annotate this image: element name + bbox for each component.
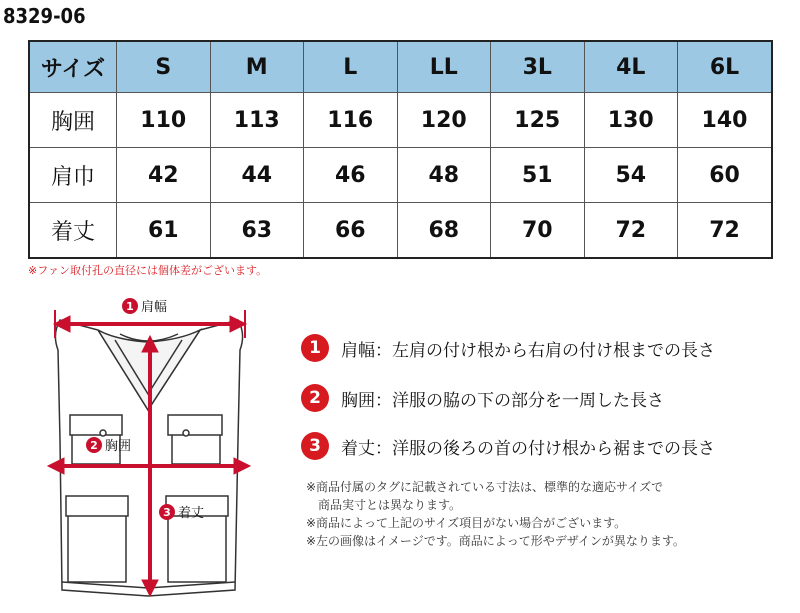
table-cell: 48: [397, 148, 491, 203]
table-cell: 63: [210, 203, 304, 259]
model-number: 8329-06: [3, 4, 86, 28]
legend-text: 胸囲：洋服の脇の下の部分を一周した長さ: [341, 391, 664, 411]
table-cell: 51: [491, 148, 585, 203]
product-notes: [306, 478, 685, 550]
table-cell: 72: [678, 203, 773, 259]
svg-text:肩幅: 肩幅: [141, 300, 168, 315]
table-header-cell: 4L: [584, 41, 678, 93]
table-row: [29, 148, 772, 203]
table-cell: 68: [397, 203, 491, 259]
svg-text:3: 3: [163, 506, 171, 519]
table-cell: 61: [117, 203, 211, 259]
table-cell: 42: [117, 148, 211, 203]
table-header-row: [29, 41, 772, 93]
legend-text: 肩幅：左肩の付け根から右肩の付け根までの長さ: [341, 341, 715, 361]
row-label: 胸囲: [29, 93, 117, 148]
table-cell: 46: [304, 148, 398, 203]
table-header-cell: M: [210, 41, 304, 93]
table-header-cell: S: [117, 41, 211, 93]
diagram-label-shoulder: [122, 298, 167, 315]
table-cell: 70: [491, 203, 585, 259]
table-cell: 110: [117, 93, 211, 148]
diagram-label-length: [159, 504, 204, 521]
table-header-cell: 3L: [491, 41, 585, 93]
svg-text:着丈: 着丈: [178, 506, 205, 521]
row-label: 肩巾: [29, 148, 117, 203]
table-header-cell: LL: [397, 41, 491, 93]
table-cell: 125: [491, 93, 585, 148]
table-cell: 116: [304, 93, 398, 148]
number-badge: 2: [301, 384, 329, 412]
note-line: ※商品によって上記のサイズ項目がない場合がございます。: [306, 516, 627, 530]
number-badge: 3: [301, 432, 329, 460]
table-row: [29, 93, 772, 148]
svg-text:1: 1: [126, 300, 134, 313]
diagram-label-chest: [86, 437, 131, 454]
table-cell: 120: [397, 93, 491, 148]
row-label: 着丈: [29, 203, 117, 259]
note-line: ※商品付属のタグに記載されている寸法は、標準的な適応サイズで: [306, 480, 664, 494]
number-badge: 1: [301, 334, 329, 362]
table-cell: 60: [678, 148, 773, 203]
table-cell: 113: [210, 93, 304, 148]
table-cell: 72: [584, 203, 678, 259]
table-cell: 54: [584, 148, 678, 203]
svg-text:2: 2: [90, 439, 98, 452]
svg-text:胸囲: 胸囲: [105, 439, 132, 454]
table-header-cell: サイズ: [29, 41, 117, 93]
table-header-cell: L: [304, 41, 398, 93]
table-cell: 140: [678, 93, 773, 148]
table-cell: 66: [304, 203, 398, 259]
table-row: [29, 203, 772, 259]
table-header-cell: 6L: [678, 41, 773, 93]
table-cell: 130: [584, 93, 678, 148]
table-cell: 44: [210, 148, 304, 203]
note-line: ※左の画像はイメージです。商品によって形やデザインが異なります。: [306, 534, 685, 548]
vest-diagram: [0, 290, 290, 613]
legend-text: 着丈：洋服の後ろの首の付け根から裾までの長さ: [341, 439, 715, 459]
size-table: [28, 40, 773, 259]
fan-hole-note: ※ファン取付孔の直径には個体差がございます。: [28, 264, 268, 277]
note-line: 商品実寸とは異なります。: [318, 498, 462, 512]
